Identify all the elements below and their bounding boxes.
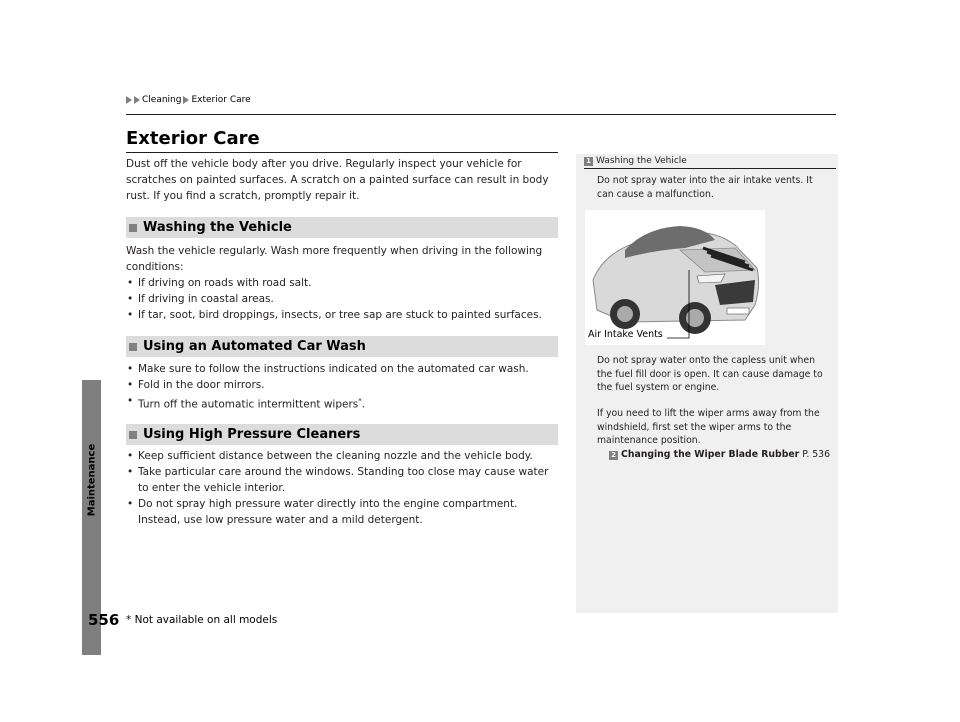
image-callout-label: Air Intake Vents (588, 329, 663, 340)
list-item: • Fold in the door mirrors. (126, 377, 562, 393)
intro-paragraph: Dust off the vehicle body after you drive. Regularly inspect your vehicle for scratches on painted surfaces. A scratch on a painted surface can result in body rust. If you find a scratch, promptly repair it. (126, 158, 549, 202)
page-title: Exterior Care (126, 128, 260, 149)
cross-reference-link[interactable]: 2 Changing the Wiper Blade Rubber P. 536 (609, 448, 834, 462)
side-note-paragraph: Do not spray water into the air intake vents. It can cause a malfunction. (597, 175, 813, 200)
section-label: Maintenance (86, 443, 97, 517)
side-note-divider (584, 168, 836, 169)
breadcrumb-item[interactable]: Cleaning (142, 95, 182, 105)
cross-reference-icon: 2 (609, 451, 618, 460)
washing-intro: Wash the vehicle regularly. Wash more frequently when driving in the following conditions: (126, 245, 543, 273)
heading-square-icon (129, 224, 137, 232)
breadcrumb-arrow-icon (183, 96, 189, 104)
list-item: • If tar, soot, bird droppings, insects, or tree sap are stuck to painted surfaces. (126, 307, 562, 323)
list-item: • If driving on roads with road salt. (126, 275, 562, 291)
section-heading-pressure: Using High Pressure Cleaners (126, 424, 558, 445)
breadcrumb (126, 95, 251, 105)
list-item: • Take particular care around the windows. Standing too close may cause water to enter the vehicle interior. (126, 464, 562, 496)
list-item: • Make sure to follow the instructions indicated on the automated car wash. (126, 361, 562, 377)
note-marker-icon: 1 (584, 157, 593, 166)
car-image (585, 210, 765, 345)
section-heading-car-wash: Using an Automated Car Wash (126, 336, 558, 357)
title-divider (126, 152, 558, 153)
pressure-list (126, 448, 562, 528)
heading-square-icon (129, 431, 137, 439)
heading-square-icon (129, 343, 137, 351)
section-heading-washing: Washing the Vehicle (126, 217, 558, 238)
list-item: • Keep sufficient distance between the cleaning nozzle and the vehicle body. (126, 448, 562, 464)
footnote: * Not available on all models (126, 614, 278, 626)
list-item: • Do not spray high pressure water directly into the engine compartment. Instead, use low pressure water and a mild detergent. (126, 496, 562, 528)
car-illustration (585, 210, 765, 345)
list-item: • If driving in coastal areas. (126, 291, 562, 307)
side-note-paragraph: Do not spray water onto the capless unit when the fuel fill door is open. It can cause damage to the fuel system or engine. (597, 355, 823, 393)
header-divider (126, 114, 836, 115)
list-item: • Turn off the automatic intermittent wipers*. (126, 393, 562, 413)
page-number: 556 (88, 611, 120, 629)
breadcrumb-arrow-icon (134, 96, 140, 104)
breadcrumb-arrow-icon (126, 96, 132, 104)
footnote-asterisk: * (358, 397, 362, 405)
breadcrumb-item[interactable]: Exterior Care (191, 95, 251, 105)
side-note-title: 1 Washing the Vehicle (584, 156, 687, 166)
car-wash-list (126, 361, 562, 413)
washing-list (126, 275, 562, 323)
side-note-paragraph: If you need to lift the wiper arms away from the windshield, first set the wiper arms to the maintenance position. (597, 408, 820, 446)
